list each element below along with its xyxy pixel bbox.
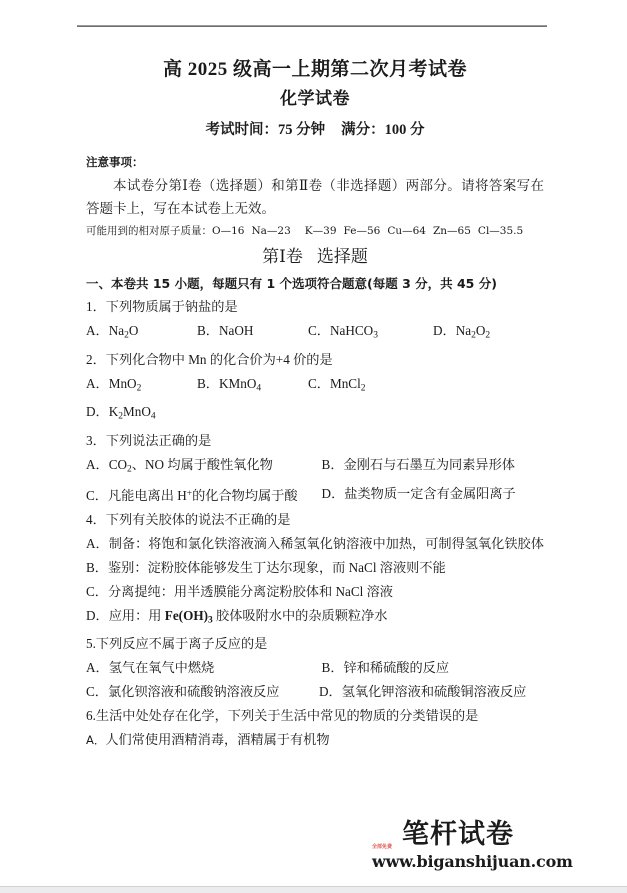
footer-band <box>0 886 627 893</box>
option-text: 鉴别：淀粉胶体能够发生丁达尔现象，而 NaCl 溶液则不能 <box>107 559 446 575</box>
question-item <box>86 632 544 704</box>
option-d[interactable] <box>315 680 543 704</box>
question-item <box>86 295 544 348</box>
watermark-brand: 笔杆试卷 <box>402 819 514 850</box>
option-label: A． <box>86 375 109 391</box>
notice-body: 本试卷分第Ⅰ卷（选择题）和第Ⅱ卷（非选择题）两部分。请将答案写在答题卡上，写在本试卷上无效。 <box>86 178 544 216</box>
question-number: 4． <box>86 511 106 527</box>
option-row <box>86 372 544 401</box>
option-text: 制备：将饱和氯化铁溶液滴入稀氢氧化钠溶液中加热，可制得氢氧化铁胶体 <box>108 535 544 551</box>
option-a[interactable] <box>86 656 318 680</box>
option-c[interactable] <box>308 372 419 401</box>
question-number: 5. <box>86 636 96 652</box>
option-label: C． <box>308 375 330 391</box>
question-text: 下列说法正确的是 <box>105 432 212 448</box>
volume-heading <box>86 243 544 271</box>
atomic-mass-k: K—39 <box>304 225 337 237</box>
option-label: B． <box>86 559 108 575</box>
option-text: 人们常使用酒精消毒，酒精属于有机物 <box>105 732 330 748</box>
option-text: 氢氧化钾溶液和硫酸铜溶液反应 <box>341 684 527 700</box>
option-c[interactable] <box>86 580 544 604</box>
option-d[interactable] <box>86 400 544 429</box>
question-stem <box>86 632 544 656</box>
option-text: NaOH <box>218 323 254 338</box>
option-text: 凡能电离出 H+的化合物均属于酸 <box>107 487 298 503</box>
option-a[interactable] <box>86 319 197 348</box>
option-label: B． <box>321 456 344 472</box>
option-spacer <box>419 372 544 401</box>
question-stem <box>86 704 544 728</box>
page-subtitle: 化学试卷 <box>280 89 350 108</box>
option-label: B． <box>321 660 344 676</box>
option-label: D． <box>86 607 109 623</box>
option-c[interactable] <box>86 482 318 508</box>
option-label: C． <box>308 323 330 338</box>
atomic-mass-cu: Cu—64 <box>387 225 426 237</box>
option-text: MnO$_2$ <box>108 375 142 394</box>
atomic-mass-o: O—16 <box>212 225 245 237</box>
option-label: A． <box>86 733 106 748</box>
watermark <box>372 820 587 882</box>
option-text: $CO_2$、NO 均属于酸性氧化物 <box>108 456 273 475</box>
option-b[interactable] <box>86 556 544 580</box>
watermark-badge: 全部免费 <box>372 844 393 850</box>
option-text: NaHCO$_3$ <box>329 323 378 341</box>
option-row <box>86 656 544 680</box>
atomic-mass-fe: Fe—56 <box>343 225 381 237</box>
option-label: B． <box>197 375 219 391</box>
atomic-mass-line <box>86 222 544 240</box>
option-row <box>86 482 544 508</box>
question-item <box>86 704 544 752</box>
option-d[interactable] <box>318 482 544 508</box>
page-title: 高 2025 级高一上期第二次月考试卷 <box>162 59 467 80</box>
option-c[interactable] <box>86 680 315 704</box>
option-text: $Na_2O$ <box>108 323 139 341</box>
question-text: 下列有关胶体的说法不正确的是 <box>105 511 291 527</box>
option-c[interactable] <box>308 319 419 348</box>
question-stem <box>86 295 544 319</box>
option-label: C． <box>86 583 108 599</box>
option-a[interactable] <box>86 372 197 401</box>
option-row <box>86 319 544 348</box>
section-heading: 一、本卷共 15 小题，每题只有 1 个选项符合题意(每题 3 分，共 45 分) <box>86 276 497 291</box>
header-divider <box>77 25 547 27</box>
option-b[interactable] <box>197 319 308 348</box>
question-number: 1． <box>86 299 106 314</box>
atomic-mass-na: Na—23 <box>251 225 291 237</box>
notice-label: 注意事项： <box>86 157 144 169</box>
question-text: 下列化合物中 Mn 的化合价为+4 价的是 <box>105 351 333 367</box>
question-item <box>86 508 544 633</box>
option-text: 金刚石与石墨互为同素异形体 <box>343 456 515 472</box>
question-number: 3． <box>86 432 106 448</box>
question-stem <box>86 429 544 453</box>
option-a[interactable] <box>86 728 544 752</box>
atomic-mass-cl: Cl—35.5 <box>477 225 524 237</box>
option-text: $K_2MnO_4$ <box>108 404 156 422</box>
option-text: 氯化钡溶液和硫酸钠溶液反应 <box>107 684 280 700</box>
option-label: A． <box>86 660 109 676</box>
option-a[interactable] <box>86 532 544 556</box>
option-b[interactable] <box>318 453 544 482</box>
option-text: 应用：用 $Fe(OH)_3$ 胶体吸附水中的杂质颗粒净水 <box>108 607 388 626</box>
exam-meta <box>86 118 544 142</box>
question-item <box>86 429 544 508</box>
option-label: D． <box>86 404 109 420</box>
option-label: D． <box>319 684 342 700</box>
total-score-label: 满分：100 分 <box>341 122 425 138</box>
option-row <box>86 453 544 482</box>
option-d[interactable] <box>419 319 544 348</box>
atomic-mass-zn: Zn—65 <box>432 225 471 237</box>
option-label: A． <box>86 535 109 551</box>
option-b[interactable] <box>197 372 308 401</box>
option-a[interactable] <box>86 453 318 482</box>
question-number: 6. <box>86 708 96 724</box>
option-label: D． <box>321 485 345 501</box>
volume-heading-left: 第Ⅰ卷 <box>262 247 303 266</box>
question-text: 下列物质属于钠盐的是 <box>105 299 238 314</box>
question-text: 下列反应不属于离子反应的是 <box>95 636 268 652</box>
question-item <box>86 348 544 429</box>
option-text: 氢气在氧气中燃烧 <box>108 660 215 676</box>
exam-time-label: 考试时间：75 分钟 <box>205 122 326 138</box>
option-text: $Na_2O_2$ <box>455 323 491 341</box>
question-text: 生活中处处存在化学，下列关于生活中常见的物质的分类错误的是 <box>95 708 479 724</box>
option-b[interactable] <box>318 656 544 680</box>
option-d[interactable] <box>86 604 544 633</box>
question-number: 2． <box>86 351 106 367</box>
question-stem <box>86 508 544 532</box>
option-text: 分离提纯：用半透膜能分离淀粉胶体和 NaCl 溶液 <box>107 583 393 599</box>
option-label: C． <box>86 487 108 503</box>
option-text: 锌和稀硫酸的反应 <box>343 660 450 676</box>
option-label: A． <box>86 456 109 472</box>
option-text: MnCl$_2$ <box>329 375 366 394</box>
option-label: C． <box>86 684 108 700</box>
document-content <box>86 56 544 752</box>
option-label: D． <box>433 323 456 338</box>
watermark-url: www.biganshijuan.com <box>372 852 573 871</box>
option-label: A． <box>86 323 109 338</box>
option-text: KMnO$_4$ <box>218 375 262 394</box>
volume-heading-right: 选择题 <box>316 247 368 266</box>
question-stem <box>86 348 544 372</box>
option-row <box>86 680 544 704</box>
atomic-mass-prefix: 可能用到的相对原子质量： <box>86 225 212 237</box>
option-text: 盐类物质一定含有金属阳离子 <box>344 485 516 501</box>
option-label: B． <box>197 323 219 338</box>
question-list <box>86 295 544 752</box>
